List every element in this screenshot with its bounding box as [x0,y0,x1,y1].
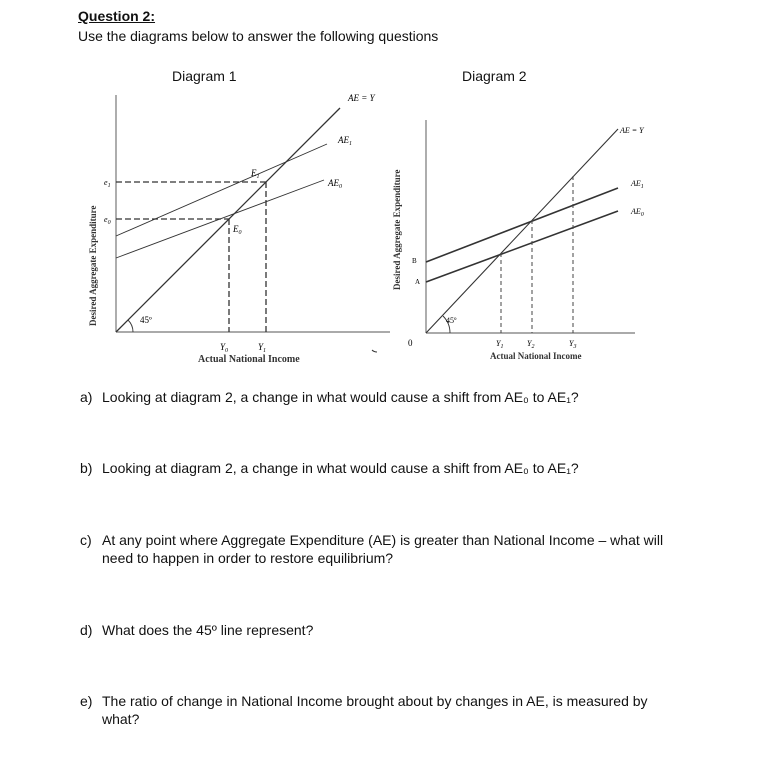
question-e [80,692,682,728]
diagram2-ae0-line [426,211,618,282]
diagram1-angle-label: 45º [140,315,152,325]
diagram2 [380,0,770,380]
diagram2-origin-label: 0 [408,338,413,348]
diagram1 [0,0,400,380]
question-c-label: c) [80,532,92,548]
question-c-text: At any point where Aggregate Expenditure (AE) is greater than National Income – what will need to happen in order to restore equilibrium? [102,532,664,566]
diagram2-45-degree-line [426,129,618,333]
diagram2-y3-label: $Y_3$ [569,339,577,350]
question-c [80,531,682,567]
diagram2-ylabel: Desired Aggregate Expenditure [392,169,402,290]
question-e-label: e) [80,693,93,709]
question-b-label: b) [80,460,93,476]
diagram1-y0-label: $Y_0$ [220,342,229,354]
question-d-label: d) [80,622,93,638]
diagram1-45-degree-line [116,108,340,332]
diagram1-e0-axis-label: $e_0$ [104,215,111,226]
diagram1-stray-mark [372,350,377,352]
diagram1-e1-axis-label: $e_1$ [104,178,111,189]
question-intro: Use the diagrams below to answer the following questions [78,28,439,44]
diagram2-xlabel: Actual National Income [490,351,582,361]
diagram1-ae-y-label: AE = Y [348,93,375,103]
diagram2-ae0-label: $AE_0$ [631,207,644,218]
diagram2-angle-label: 45º [446,316,457,325]
diagram2-b-label: B [412,257,417,265]
diagram2-ae1-line [426,188,618,262]
diagram2-ae1-label: $AE_1$ [631,179,644,190]
question-e-text: The ratio of change in National Income brought about by changes in AE, is measured by what? [102,693,648,727]
question-d [80,621,682,639]
question-b-text: Looking at diagram 2, a change in what would cause a shift from AE₀ to AE₁? [102,460,579,476]
diagram2-title: Diagram 2 [462,68,527,84]
question-heading: Question 2: [78,8,156,24]
diagram1-ae1-line [116,144,327,236]
diagram2-ae-y-label: AE = Y [620,126,644,135]
diagram1-ylabel: Desired Aggregate Expenditure [88,205,98,326]
diagram1-e0-point-label: $E_0$ [233,224,242,236]
diagram1-ae0-label: $AE_0$ [328,178,342,190]
question-a [80,388,682,406]
diagram1-title: Diagram 1 [172,68,237,84]
question-d-text: What does the 45º line represent? [102,622,314,638]
diagram1-y1-label: $Y_1$ [258,342,267,354]
diagram1-xlabel: Actual National Income [198,354,300,365]
diagram2-y2-label: $Y_2$ [527,339,535,350]
question-a-label: a) [80,389,93,405]
question-b [80,459,682,477]
diagram1-angle-arc [128,320,133,332]
diagram2-a-label: A [415,278,421,286]
diagram2-y1-label: $Y_1$ [496,339,504,350]
diagram1-e1-point-label: $E_1$ [251,168,260,180]
question-a-text: Looking at diagram 2, a change in what would cause a shift from AE₀ to AE₁? [102,389,579,405]
diagram1-ae1-label: $AE_1$ [338,135,352,147]
